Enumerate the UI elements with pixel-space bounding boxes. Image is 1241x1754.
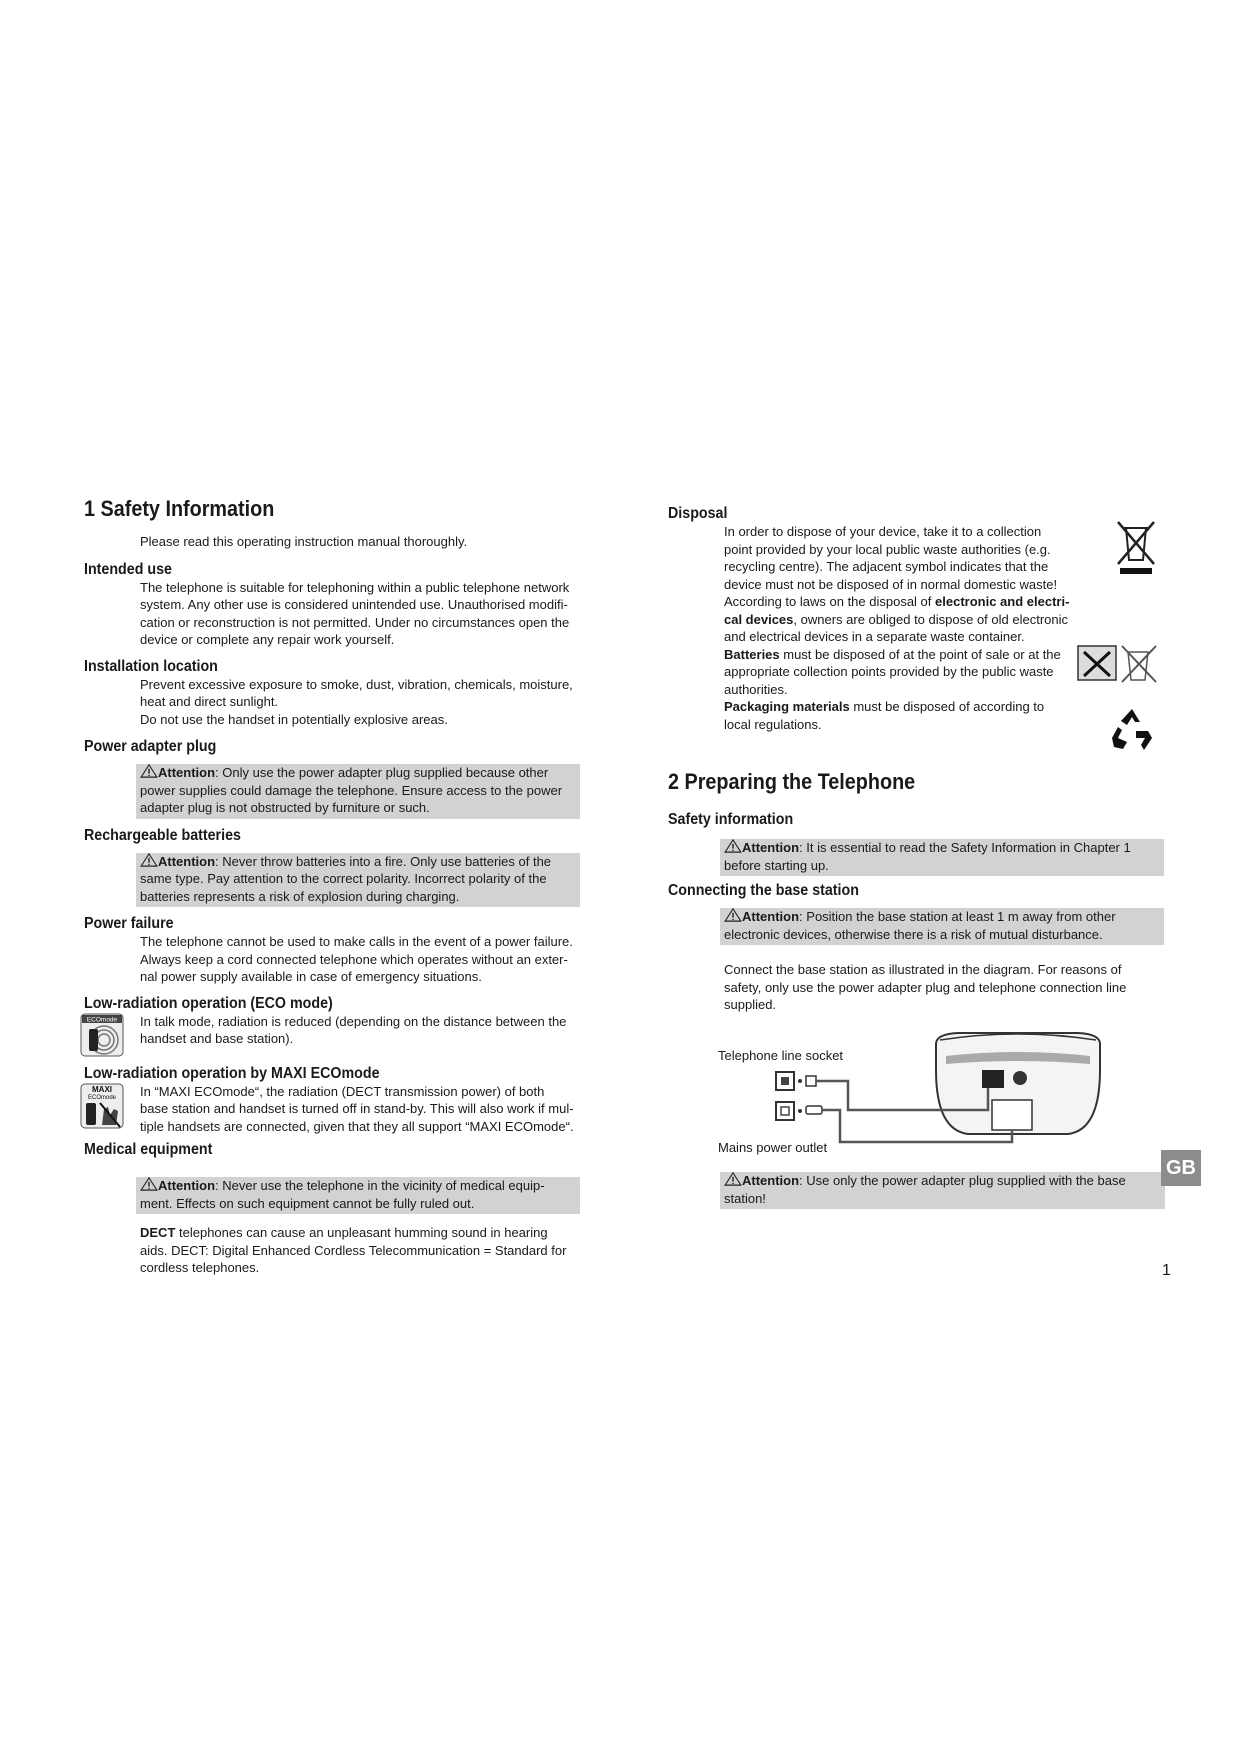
recycling-icon [1108, 706, 1156, 752]
warning-icon [724, 908, 742, 922]
connecting-body [724, 961, 1164, 1014]
medical-heading: Medical equipment [84, 1141, 213, 1158]
socket-label: Telephone line socket [718, 1048, 844, 1063]
text-line: : Use only the power adapter plug supplied with the base [799, 1173, 1126, 1188]
disposal-body [724, 523, 1084, 733]
warning-icon [140, 853, 158, 867]
intended-use-body [140, 579, 580, 649]
text-line: point provided by your local public waste authorities (e.g. [724, 541, 1051, 557]
text-line: , owners are obliged to dispose of old electronic [793, 611, 1068, 627]
text-line: The telephone cannot be used to make calls in the event of a power failure. [140, 934, 573, 949]
eco-mode-heading: Low-radiation operation (ECO mode) [84, 994, 333, 1012]
text-line: device must not be disposed of in normal domestic waste! [724, 576, 1058, 592]
text-line: Always keep a cord connected telephone which operates without an exter- [140, 951, 568, 967]
text-line: adapter plug is not obstructed by furniture or such. [140, 800, 430, 815]
right-column [668, 505, 1164, 1014]
text-line: According to laws on the disposal of [724, 594, 936, 609]
bold-text: Packaging materials [724, 699, 850, 714]
maxi-eco-heading: Low-radiation operation by MAXI ECOmode [84, 1064, 380, 1082]
text-line: batteries represents a risk of explosion during charging. [140, 888, 460, 904]
batteries-attention [136, 853, 580, 908]
batteries-heading: Rechargeable batteries [84, 826, 241, 844]
connection-diagram [718, 1030, 1158, 1160]
text-line: : Never throw batteries into a fire. Only use batteries of the [215, 853, 552, 869]
text-line: appropriate collection points provided by the public waste [724, 664, 1054, 679]
warning-icon [140, 764, 158, 778]
text-line: base station and handset is turned off in stand-by. This will also work if mul- [140, 1101, 574, 1116]
weee-bin-icon [1114, 518, 1158, 576]
text-line: must be disposed of at the point of sale or at the [779, 646, 1061, 662]
text-line: local regulations. [724, 716, 822, 732]
chapter-1-title: 1 Safety Information [84, 496, 275, 521]
chapter-2-title: 2 Preparing the Telephone [668, 769, 916, 794]
text-line: ment. Effects on such equipment cannot be fully ruled out. [140, 1195, 475, 1211]
text-line: system. Any other use is considered unintended use. Unauthorised modifi- [140, 597, 568, 612]
svg-text:ECOmode: ECOmode [87, 1094, 117, 1101]
text-line: must be disposed of according to [849, 699, 1045, 714]
attention-label: Attention [158, 1178, 216, 1193]
safety-info-heading: Safety information [668, 811, 794, 828]
power-failure-body [140, 933, 580, 986]
text-line: electronic devices, otherwise there is a risk of mutual disturbance. [724, 926, 1103, 942]
text-line: safety, only use the power adapter plug and telephone connection line [724, 979, 1127, 995]
safety-attention [720, 839, 1164, 876]
text-line: recycling centre). The adjacent symbol indicates that the [724, 559, 1049, 574]
attention-label: Attention [158, 853, 216, 869]
bold-text: Batteries [724, 646, 780, 662]
dect-note [140, 1224, 580, 1277]
eco-mode-icon [80, 1013, 124, 1057]
power-adapter-heading: Power adapter plug [84, 738, 217, 755]
adapter-attention [720, 1172, 1165, 1209]
power-failure-heading: Power failure [84, 915, 174, 932]
text-line: : It is essential to read the Safety Information in Chapter 1 [799, 840, 1131, 855]
attention-label: Attention [158, 765, 216, 780]
medical-attention [136, 1177, 580, 1214]
text-line: supplied. [724, 997, 777, 1012]
text-line: same type. Pay attention to the correct polarity. Incorrect polarity of the [140, 871, 547, 886]
warning-icon [140, 1177, 158, 1191]
power-adapter-attention [136, 764, 580, 819]
text-line: heat and direct sunlight. [140, 694, 279, 709]
bold-text: cal devices [724, 611, 794, 627]
text-line: Connect the base station as illustrated in the diagram. For reasons of [724, 962, 1122, 977]
maxi-eco-icon [80, 1083, 124, 1129]
text-line: In order to dispose of your device, take it to a collection [724, 524, 1042, 539]
left-column [84, 496, 580, 1277]
text-line: aids. DECT: Digital Enhanced Cordless Telecommunication = Standard for [140, 1242, 567, 1258]
text-line: device or complete any repair work yourself. [140, 632, 395, 647]
installation-heading: Installation location [84, 657, 218, 675]
disposal-heading: Disposal [668, 505, 728, 522]
page-number: 1 [1162, 1262, 1171, 1279]
language-tab: GB [1161, 1150, 1201, 1186]
battery-disposal-icon [1076, 642, 1162, 684]
text-line: cation or reconstruction is not permitted. Under no circumstances open the [140, 614, 570, 630]
bold-text: electronic and electri- [935, 594, 1070, 609]
text-line: cordless telephones. [140, 1260, 260, 1275]
connecting-heading: Connecting the base station [668, 882, 859, 899]
svg-text:MAXI: MAXI [92, 1084, 112, 1094]
intro-text: Please read this operating instruction manual thoroughly. [140, 534, 468, 549]
eco-mode-row [84, 1013, 580, 1057]
attention-label: Attention [742, 909, 800, 924]
text-line: In talk mode, radiation is reduced (depending on the distance between the [140, 1013, 567, 1029]
text-line: telephones can cause an unpleasant humming sound in hearing [175, 1225, 548, 1240]
outlet-label: Mains power outlet [718, 1140, 828, 1155]
dect-bold: DECT [140, 1225, 176, 1240]
text-line: : Never use the telephone in the vicinity of medical equip- [215, 1178, 545, 1193]
text-line: before starting up. [724, 857, 829, 873]
maxi-eco-row [84, 1083, 580, 1136]
text-line: and electrical devices in a separate waste container. [724, 629, 1025, 644]
installation-body [140, 676, 580, 729]
text-line: tiple handsets are connected, given that they all support “MAXI ECOmode“. [140, 1118, 574, 1134]
attention-label: Attention [742, 1173, 800, 1188]
attention-label: Attention [742, 840, 800, 855]
text-line: Do not use the handset in potentially explosive areas. [140, 711, 448, 727]
warning-icon [724, 1172, 742, 1186]
text-line: : Position the base station at least 1 m away from other [799, 909, 1116, 924]
svg-text:ECOmode: ECOmode [86, 1016, 118, 1023]
text-line: Prevent excessive exposure to smoke, dust, vibration, chemicals, moisture, [140, 676, 573, 692]
text-line: The telephone is suitable for telephoning within a public telephone network [140, 579, 570, 595]
text-line: : Only use the power adapter plug supplied because other [215, 765, 549, 780]
intended-use-heading: Intended use [84, 560, 172, 578]
connecting-attention [720, 908, 1164, 945]
text-line: authorities. [724, 681, 788, 697]
text-line: nal power supply available in case of emergency situations. [140, 969, 482, 984]
text-line: handset and base station). [140, 1031, 294, 1046]
text-line: station! [724, 1190, 766, 1206]
warning-icon [724, 839, 742, 853]
text-line: power supplies could damage the telephone. Ensure access to the power [140, 782, 563, 798]
text-line: In “MAXI ECOmode“, the radiation (DECT transmission power) of both [140, 1083, 545, 1099]
